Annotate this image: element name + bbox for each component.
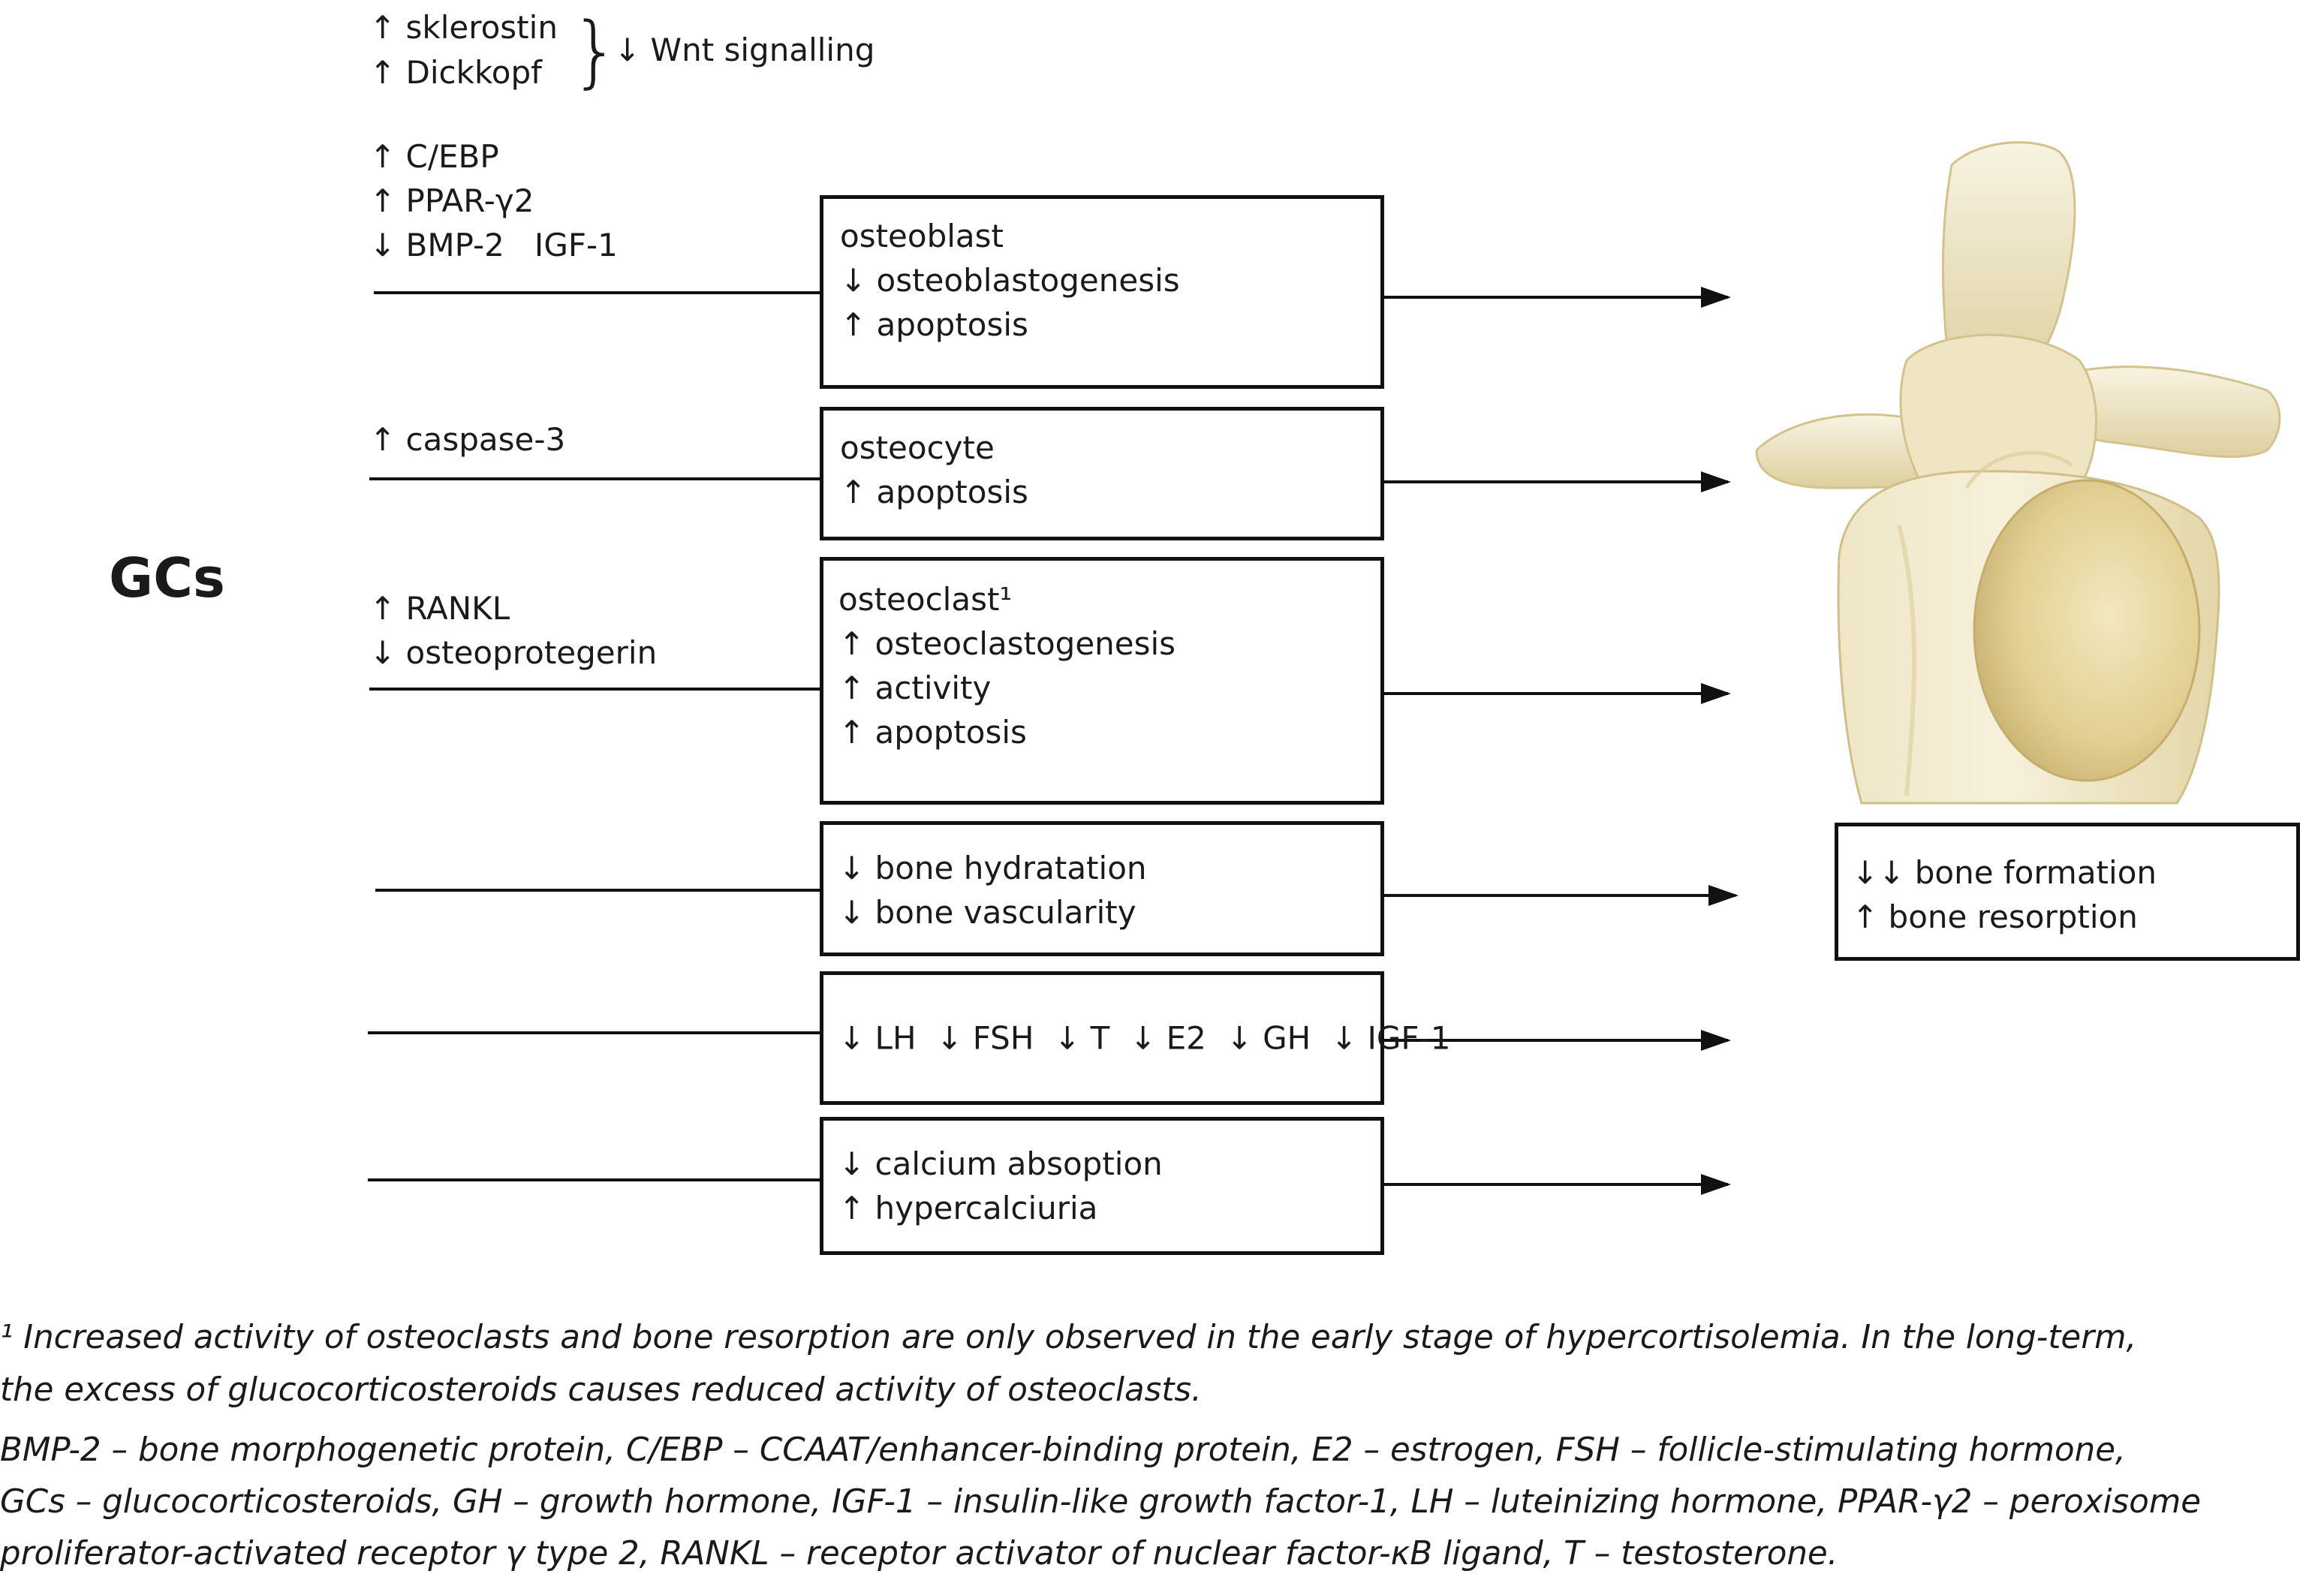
abbreviations-line-3: proliferator-activated receptor γ type 2, RANKL – receptor activator of nuclear factor-κB ligand, T – testosterone. <box>0 1535 1838 1572</box>
wnt-signalling-label: ↓ Wnt signalling <box>614 32 875 68</box>
footnote-line-2: the excess of glucocorticosteroids causes reduced activity of osteoclasts. <box>0 1371 1202 1409</box>
wnt-brace: } <box>570 5 621 97</box>
bone-hydratation-line: ↓ bone hydratation <box>838 850 1147 886</box>
hormones-box <box>820 971 1451 1105</box>
osteocyte-title: osteocyte <box>840 429 995 466</box>
hormones-line: ↓ LH ↓ FSH ↓ T ↓ E2 ↓ GH ↓ IGF-1 <box>838 1019 1451 1057</box>
bone-resorption-line: ↑ bone resorption <box>1852 898 2138 935</box>
calcium-box <box>820 1117 1384 1255</box>
osteoclast-title: osteoclast¹ <box>838 581 1013 618</box>
factor-rankl: ↑ RANKL <box>369 590 510 627</box>
footnote-line-1: ¹ Increased activity of osteoclasts and bone resorption are only observed in the early stage of hypercortisolemia. In the long-term, <box>0 1319 2137 1356</box>
bone-vascularity-line: ↓ bone vascularity <box>838 894 1136 931</box>
wnt-factor-dickkopf: ↑ Dickkopf <box>369 54 542 91</box>
osteoblastogenesis-line: ↓ osteoblastogenesis <box>840 262 1180 299</box>
osteoclast-activity-line: ↑ activity <box>838 670 992 706</box>
osteocyte-apoptosis-line: ↑ apoptosis <box>840 474 1028 510</box>
osteoclast-box <box>820 557 1384 805</box>
vertebra-image <box>1726 135 2297 826</box>
bone-hydration-box <box>820 821 1384 956</box>
outcome-box <box>1835 823 2300 961</box>
wnt-factor-sklerostin: ↑ sklerostin <box>369 9 558 46</box>
hypercalciuria-line: ↑ hypercalciuria <box>838 1190 1098 1226</box>
factor-osteoprotegerin: ↓ osteoprotegerin <box>369 634 658 671</box>
factor-caspase3: ↑ caspase-3 <box>369 421 566 458</box>
abbreviations-line-1: BMP-2 – bone morphogenetic protein, C/EBP – CCAAT/enhancer-binding protein, E2 – estrogen, FSH – follicle-stimulating hormone, <box>0 1431 2126 1469</box>
osteoclast-apoptosis-line: ↑ apoptosis <box>838 714 1027 751</box>
osteoblast-title: osteoblast <box>840 218 1004 254</box>
osteoclastogenesis-line: ↑ osteoclastogenesis <box>838 625 1176 662</box>
calcium-absorption-line: ↓ calcium absoption <box>838 1145 1163 1182</box>
factor-cebp: ↑ C/EBP <box>369 138 499 175</box>
osteoblast-apoptosis-line: ↑ apoptosis <box>840 306 1028 343</box>
factor-ppar-gamma2: ↑ PPAR-γ2 <box>369 182 534 219</box>
osteoblast-box <box>820 195 1384 389</box>
vertebral-body-face <box>1974 480 2199 781</box>
gcs-label: GCs <box>109 546 225 609</box>
factor-bmp2-igf1: ↓ BMP-2 IGF-1 <box>369 227 618 263</box>
abbreviations-line-2: GCs – glucocorticosteroids, GH – growth hormone, IGF-1 – insulin-like growth factor-1, LH – luteinizing hormone, PPAR-γ2 – peroxisome <box>0 1483 2201 1521</box>
osteocyte-box <box>820 407 1384 540</box>
bone-formation-line: ↓↓ bone formation <box>1852 854 2157 891</box>
